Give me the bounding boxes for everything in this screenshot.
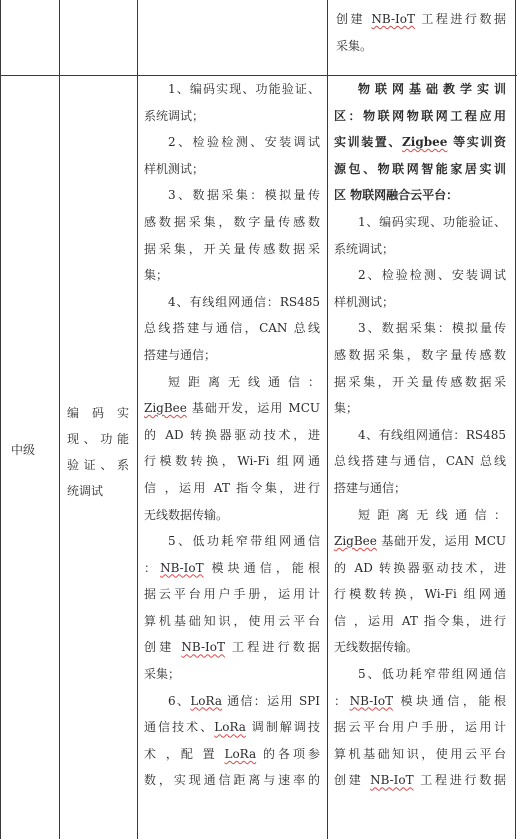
text-line: 行模数转换，Wi-Fi 组网通 [334, 587, 506, 602]
text-line: 集； [334, 401, 359, 416]
text-line: 无线数据传输。 [144, 507, 229, 522]
text-line: 据云平台用户手册，运用计 [334, 720, 506, 735]
text-line: ：NB-IoT 模块通信，能根 [334, 693, 506, 708]
text-line: 4、有线组网通信：RS485 [168, 294, 320, 309]
text-line: 样机测试； [334, 294, 395, 309]
text-line: 无线数据传输。 [334, 640, 419, 655]
border-right [515, 0, 516, 839]
border-left [0, 0, 1, 839]
text-line: 2、检验检测、安装调试 [168, 135, 320, 150]
text-line: 源包、物联网智能家居实训 [334, 161, 506, 176]
text-line: 区：物联网物联网工程应用 [334, 108, 506, 123]
text-line: 术 ，配 置 LoRa 的各项参 [144, 746, 320, 761]
text-line: 感数据采集，数字量传感数 [144, 214, 320, 229]
text-line: 4、有线组网通信：RS485 [358, 427, 506, 442]
skills-cell [144, 76, 320, 794]
lora-term: LoRa [214, 720, 246, 735]
text-line: 搭建与通信； [144, 347, 217, 362]
text-line: ：NB-IoT 模块通信，能根 [144, 560, 320, 575]
text-line: 算机基础知识，使用云平台 [334, 746, 506, 761]
text-line: 总线搭建与通信，CAN 总线 [144, 321, 320, 336]
nbiot-term: NB-IoT [349, 693, 394, 708]
text-line: 行模数转换，Wi-Fi 组网通 [144, 454, 320, 469]
text-line: 区 物联网融合云平台： [334, 188, 459, 203]
text-line: 的 AD 转换器驱动技术，进 [334, 560, 506, 575]
text-line: 物联网基础教学实训 [358, 82, 506, 96]
text-line: 的 AD 转换器驱动技术，进 [144, 427, 320, 442]
text-line: 信 ，运用 AT 指令集，进行 [334, 613, 506, 628]
text-line: 通信技术、LoRa 调制解调技 [144, 720, 320, 735]
nbiot-term: NB-IoT [181, 640, 225, 655]
zigbee-term: ZigBee [144, 401, 187, 416]
border-col1 [59, 0, 60, 839]
text-line: 创建 NB-IoT 工程进行数据 [334, 773, 506, 788]
text-line: 据云平台用户手册，运用计 [144, 587, 320, 602]
text-line: 数，实现通信距离与速率的 [144, 773, 320, 788]
module-line: 验证、系 [67, 458, 129, 472]
border-col3 [327, 0, 328, 839]
text-line: 1、编码实现、功能验证、 [358, 214, 506, 229]
text-line: 5、低功耗窄带组网通信 [168, 534, 320, 549]
nbiot-term: NB-IoT [371, 12, 415, 26]
text-line: 据采集，开关量传感数据采 [144, 241, 320, 256]
text-line: 创建 NB-IoT 工程进行数据 [144, 640, 320, 655]
text-line: 样机测试； [144, 161, 205, 176]
zigbee-term: Zigbee [402, 135, 448, 150]
text-line: 感数据采集，数字量传感数 [334, 347, 506, 362]
resources-cell [334, 76, 506, 794]
border-col2 [137, 0, 138, 839]
text-line: 6、LoRa 通信：运用 SPI [168, 693, 320, 708]
nbiot-term: NB-IoT [160, 560, 204, 575]
text-line: 采集； [144, 667, 181, 682]
text-line: 系统调试； [144, 108, 205, 123]
top-right-cell [336, 6, 506, 59]
zigbee-term: ZigBee [334, 534, 377, 549]
text-line: 3、数据采集：模拟量传 [358, 321, 506, 336]
text-line: 信 ，运用 AT 指令集，进行 [144, 480, 320, 495]
module-line: 统调试 [67, 484, 104, 498]
text-line: 1、编码实现、功能验证、 [168, 82, 320, 96]
text-line: 5、低功耗窄带组网通信 [358, 667, 506, 682]
text-line: 系统调试； [334, 241, 395, 256]
module-line: 现、功能 [67, 432, 129, 446]
text-line: 总线搭建与通信，CAN 总线 [334, 454, 506, 469]
text-line: ZigBee 基础开发，运用 MCU [334, 534, 506, 549]
text-line: 短 距 离 无 线 通 信 ： [168, 374, 320, 389]
lora-term: LoRa [224, 746, 257, 761]
level-label: 中级 [11, 443, 36, 457]
lora-term: LoRa [190, 693, 222, 708]
text-line: 短 距 离 无 线 通 信 ： [358, 507, 506, 522]
text-line: 实训装置、Zigbee 等实训资 [334, 135, 506, 150]
nbiot-term: NB-IoT [370, 773, 414, 788]
text-line: 创建 NB-IoT 工程进行数据 [336, 12, 506, 26]
module-line: 编 码 实 [67, 406, 129, 420]
text-line: ZigBee 基础开发，运用 MCU [144, 401, 320, 416]
module-cell [67, 400, 129, 504]
text-line: 集； [144, 268, 169, 283]
text-line: 2、检验检测、安装调试 [358, 268, 506, 283]
text-line: 据采集，开关量传感数据采 [334, 374, 506, 389]
text-line: 搭建与通信； [334, 480, 407, 495]
text-line: 算机基础知识，使用云平台 [144, 613, 320, 628]
text-line: 采集。 [336, 38, 373, 53]
text-line: 3、数据采集：模拟量传 [168, 188, 320, 203]
